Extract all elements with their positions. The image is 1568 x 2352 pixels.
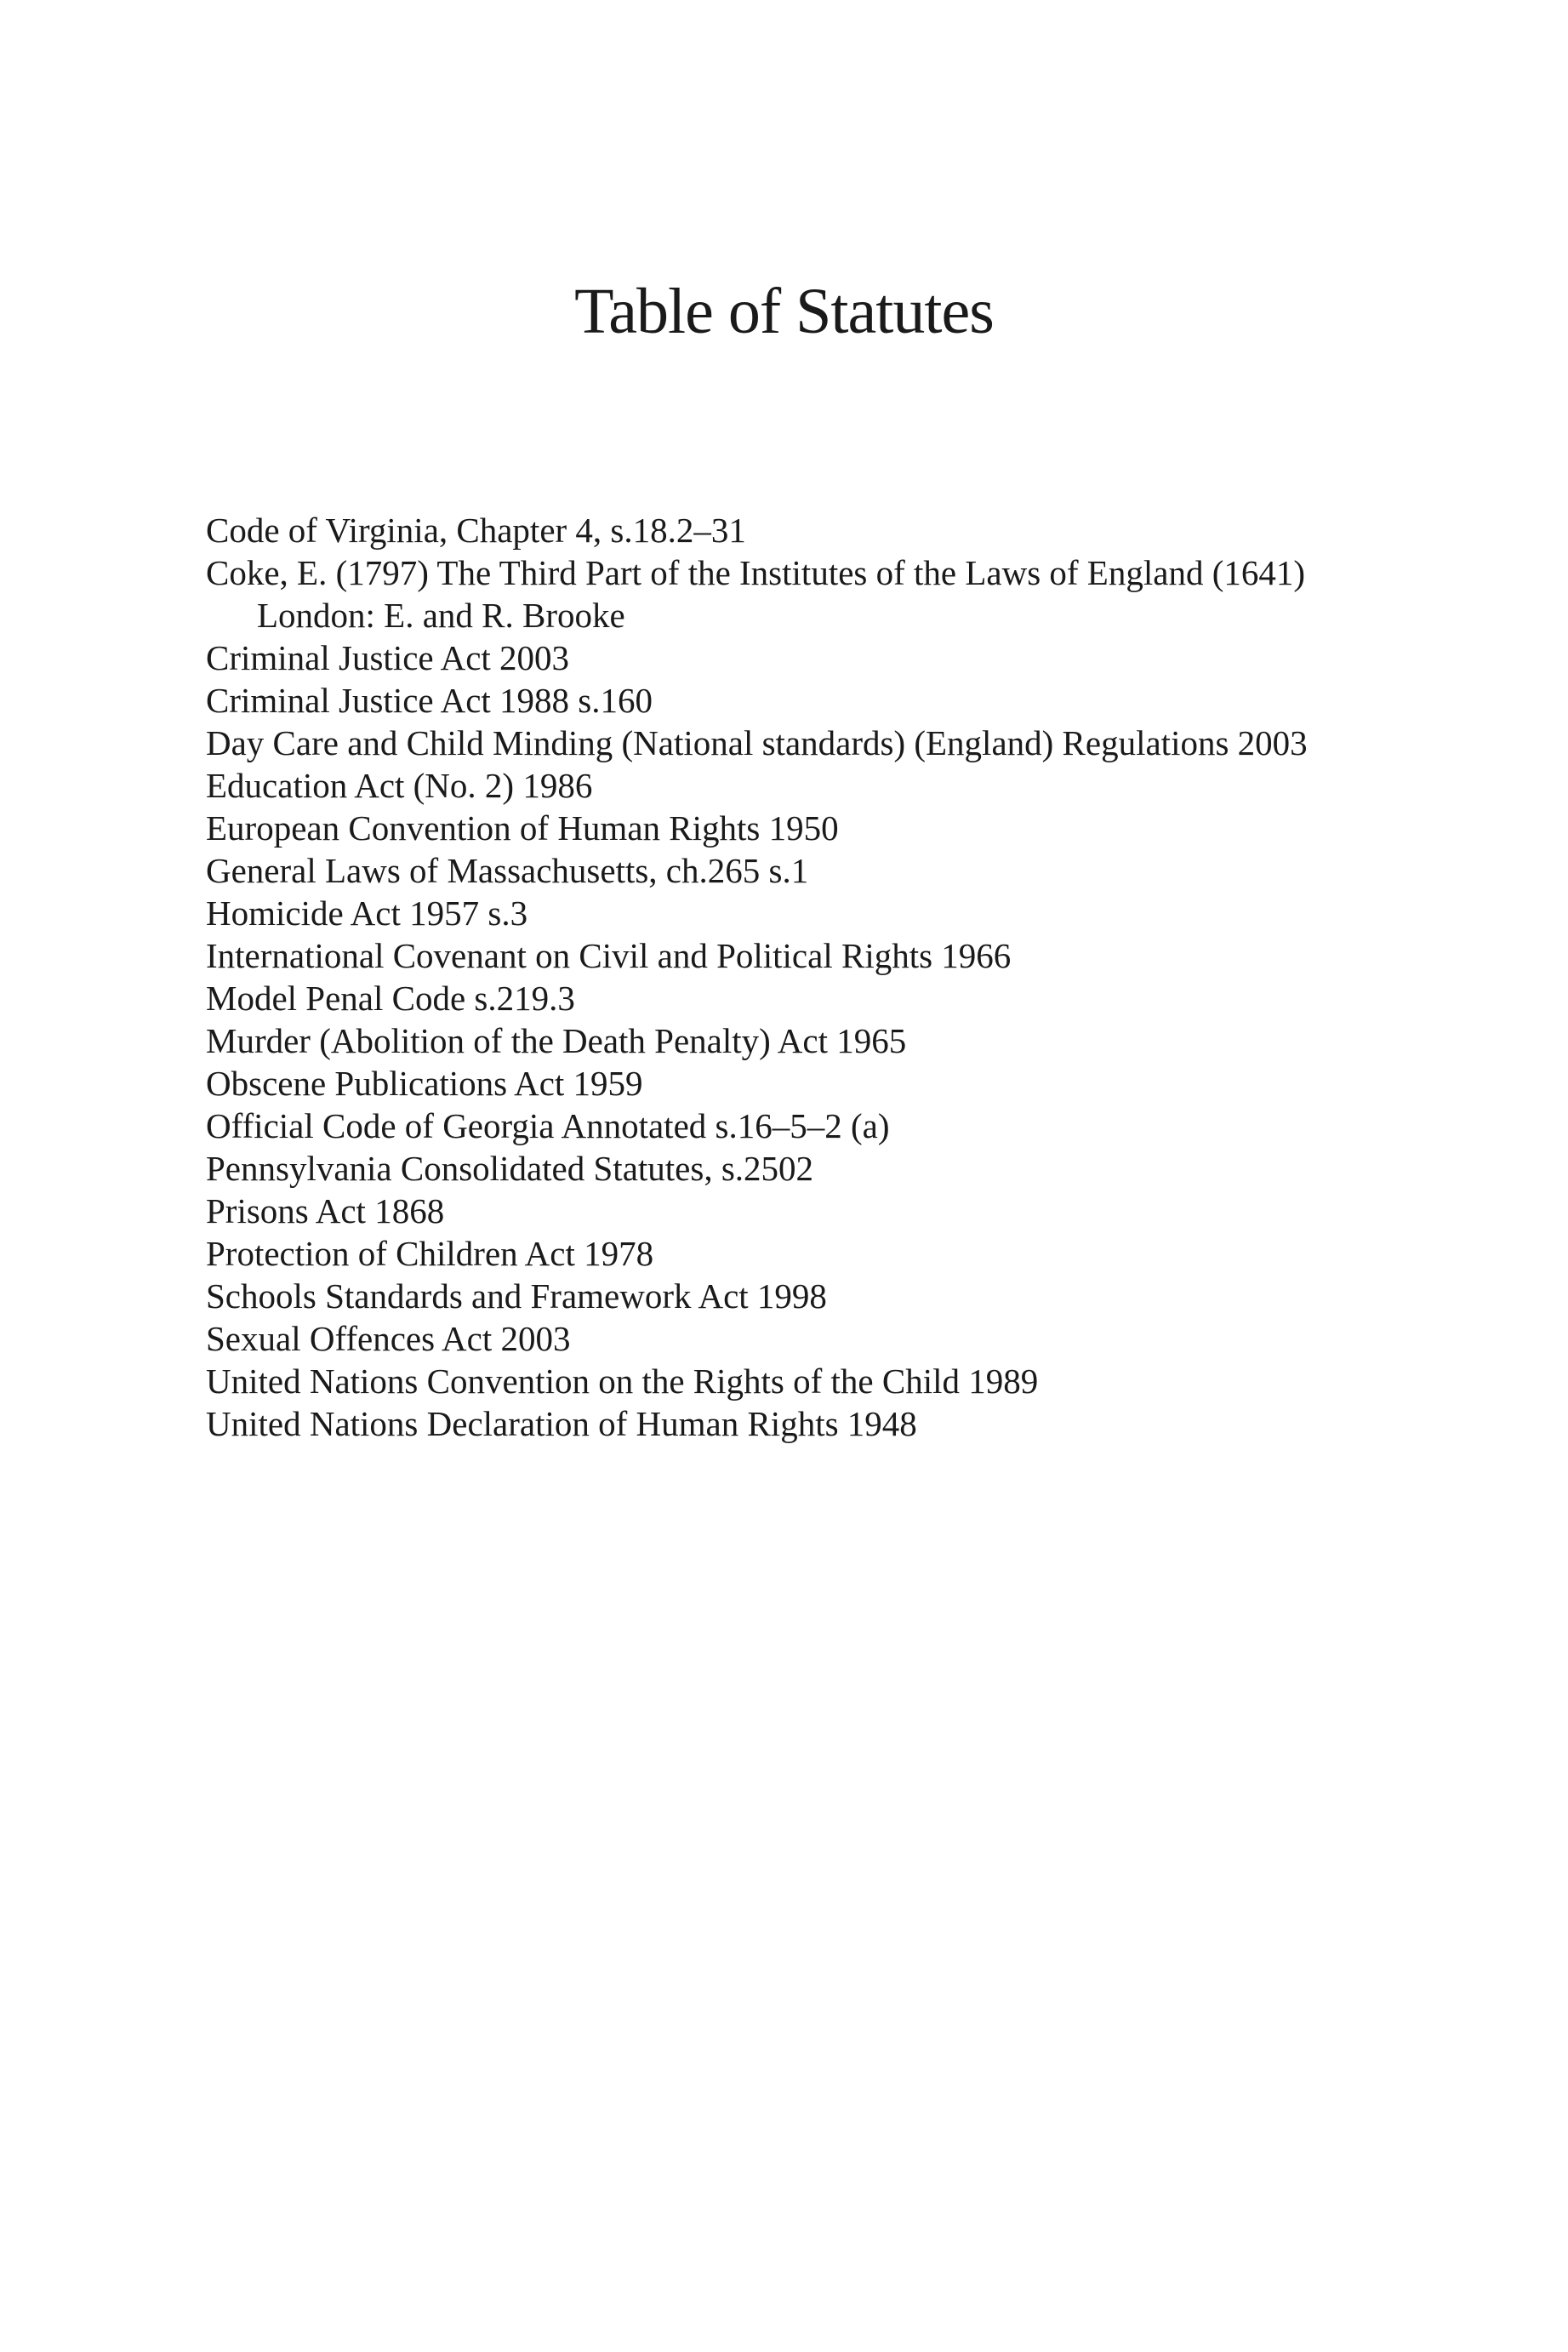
statute-text: Protection of Children Act 1978: [206, 1234, 654, 1273]
statute-entry: [206, 637, 1397, 679]
statute-text: Code of Virginia, Chapter 4, s.18.2–31: [206, 511, 746, 550]
statute-entry: [206, 1402, 1397, 1445]
statute-entry: [206, 551, 1397, 637]
statute-entry: [206, 764, 1397, 807]
statute-text: Criminal Justice Act 2003: [206, 638, 570, 677]
statute-entry: [206, 1062, 1397, 1105]
page-title: Table of Statutes: [574, 276, 994, 347]
statute-text: Murder (Abolition of the Death Penalty) Act 1965: [206, 1021, 907, 1060]
statute-text: Prisons Act 1868: [206, 1191, 445, 1230]
statute-text: Criminal Justice Act 1988 s.160: [206, 681, 653, 720]
statute-text: Coke, E. (1797) The Third Part of the Institutes of the Laws of England (1641): [206, 553, 1306, 592]
statute-text: Model Penal Code s.219.3: [206, 979, 575, 1018]
statute-entry: [206, 807, 1397, 849]
statute-text: United Nations Declaration of Human Rights 1948: [206, 1404, 917, 1443]
statute-list: [206, 509, 1397, 1445]
statute-entry: [206, 1190, 1397, 1232]
statute-text: Schools Standards and Framework Act 1998: [206, 1276, 827, 1316]
statute-entry: [206, 934, 1397, 977]
statute-entry: [206, 509, 1397, 551]
statute-entry: [206, 722, 1397, 764]
statute-entry: [206, 1019, 1397, 1062]
statute-text: United Nations Convention on the Rights of the Child 1989: [206, 1362, 1039, 1401]
statute-text: Day Care and Child Minding (National standards) (England) Regulations 2003: [206, 723, 1308, 762]
statute-entry: [206, 892, 1397, 934]
statute-entry: [206, 1105, 1397, 1147]
statute-text: General Laws of Massachusetts, ch.265 s.1: [206, 851, 809, 890]
statute-text: Official Code of Georgia Annotated s.16–5–2 (a): [206, 1106, 890, 1145]
statute-entry: [206, 1275, 1397, 1317]
statute-text: Sexual Offences Act 2003: [206, 1319, 571, 1358]
statute-text: Obscene Publications Act 1959: [206, 1064, 643, 1103]
statute-text: Pennsylvania Consolidated Statutes, s.2502: [206, 1149, 814, 1188]
statute-entry: [206, 849, 1397, 892]
statute-text: International Covenant on Civil and Political Rights 1966: [206, 936, 1012, 975]
statute-entry: [206, 679, 1397, 722]
statute-entry: [206, 1232, 1397, 1275]
statute-entry: [206, 1317, 1397, 1360]
statute-entry: [206, 977, 1397, 1019]
statute-entry: [206, 1147, 1397, 1190]
statute-text: Homicide Act 1957 s.3: [206, 893, 528, 933]
statute-entry: [206, 1360, 1397, 1402]
statute-continuation: London: E. and R. Brooke: [257, 596, 625, 635]
statute-text: European Convention of Human Rights 1950: [206, 808, 839, 848]
statute-text: Education Act (No. 2) 1986: [206, 766, 593, 805]
